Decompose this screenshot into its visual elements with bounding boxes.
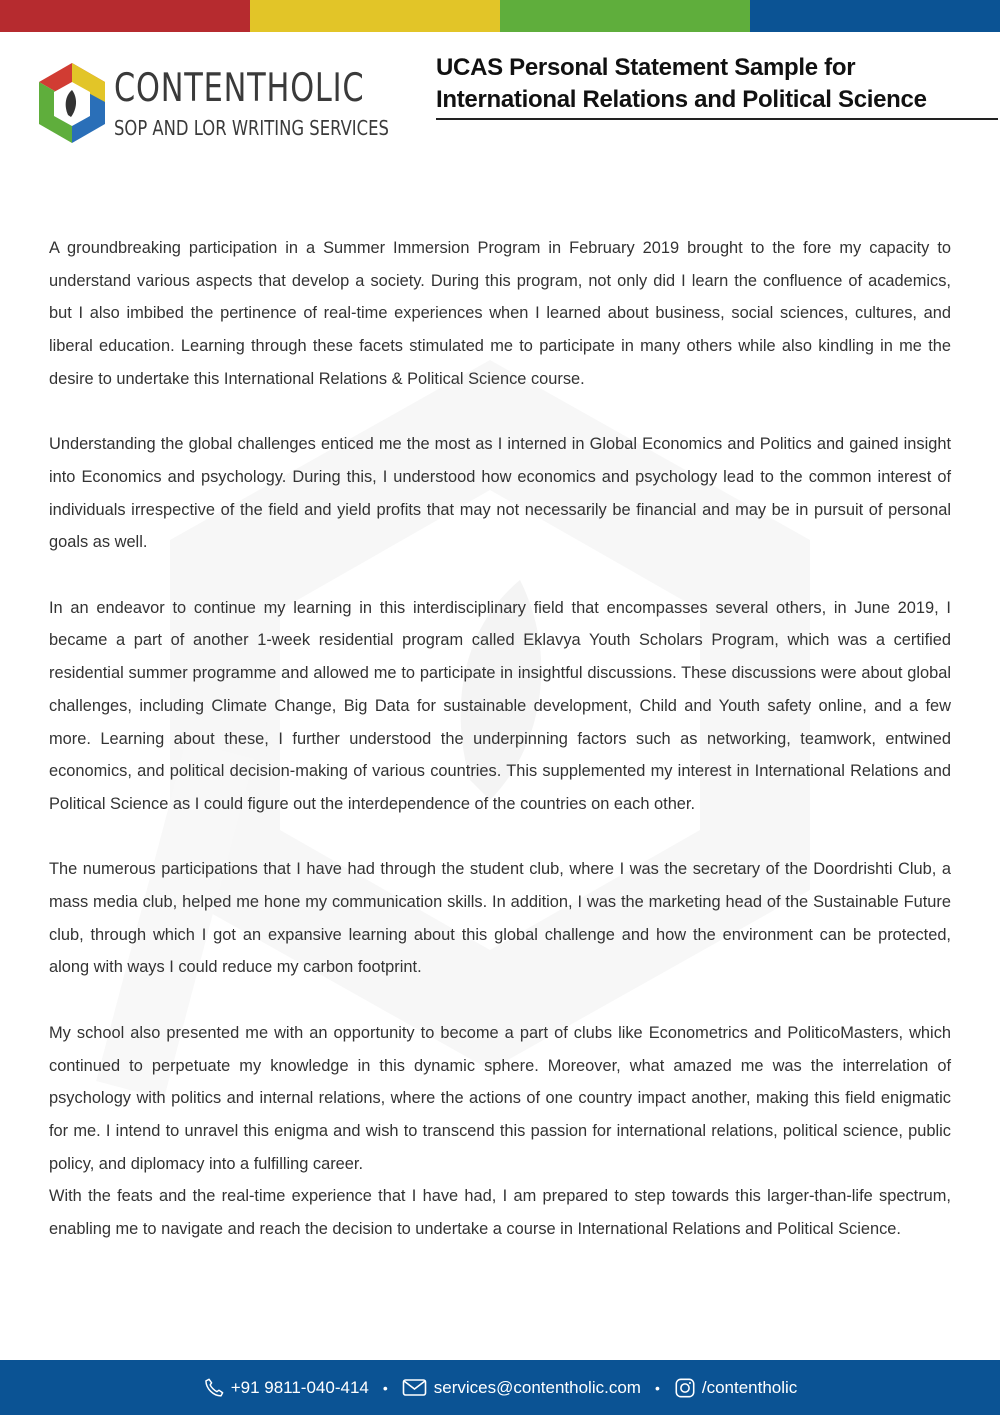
phone-number: +91 9811-040-414 <box>230 1377 369 1397</box>
brand-logo <box>34 60 389 150</box>
footer-phone[interactable] <box>203 1377 369 1399</box>
brand-name: CONTENTHOLIC <box>114 66 365 111</box>
top-stripe-yellow <box>250 0 500 32</box>
footer-social[interactable] <box>674 1377 797 1399</box>
paragraph-2: Understanding the global challenges enticed me the most as I interned in Global Economics and Politics and gained insight into Economics and psychology. During this, I understood how economics and psychology lead to the common interest of individuals irrespective of the field and yield profits that may not necessarily be financial and may be in pursuit of personal goals as well. <box>49 435 951 552</box>
brand-tagline: SOP AND LOR WRITING SERVICES <box>114 116 389 140</box>
phone-icon <box>203 1377 225 1399</box>
paragraph-6: With the feats and the real-time experience that I have had, I am prepared to step towards this larger-than-life spectrum, enabling me to navigate and reach the decision to undertake a course in International Relations and Political Science. <box>49 1187 951 1239</box>
email-address: services@contentholic.com <box>433 1377 641 1397</box>
paragraph-5: My school also presented me with an opportunity to become a part of clubs like Econometrics and PoliticoMasters, which continued to perpetuate my knowledge in this dynamic sphere. Moreover, what amazed me was the interrelation of psychology with politics and internal relations, where the actions of one country impact another, making this field enigmatic for me. I intend to unravel this enigma and wish to transcend this passion for international relations, political science, public policy, and diplomacy into a fulfilling career. <box>49 1023 951 1173</box>
paragraph-4: The numerous participations that I have had through the student club, where I was the secretary of the Doordrishti Club, a mass media club, helped me hone my communication skills. In addition, I was the marketing head of the Sustainable Future club, through which I got an expansive learning about this global challenge and how the environment can be protected, along with ways I could reduce my carbon footprint. <box>49 860 951 977</box>
quill-hexagon-logo-icon <box>34 60 110 146</box>
instagram-icon <box>674 1377 696 1399</box>
document-title: UCAS Personal Statement Sample for International Relations and Political Science <box>436 54 927 113</box>
top-stripe-green <box>500 0 750 32</box>
footer-email[interactable] <box>402 1378 641 1398</box>
title-underline <box>436 118 998 120</box>
paragraph-3: In an endeavor to continue my learning in this interdisciplinary field that encompasses several others, in June 2019, I became a part of another 1-week residential program called Eklavya Youth Scholars Program, which was a certified residential summer programme and allowed me to participate in insightful discussions. These discussions were about global challenges, including Climate Change, Big Data for sustainable development, Child and Youth safety online, and a few more. Learning about these, I further understood the underpinning factors such as networking, teamwork, entwined economics, and political decision-making of various countries. This supplemented my interest in International Relations and Political Science as I could figure out the interdependence of the countries on each other. <box>49 598 951 813</box>
statement-body <box>49 232 951 1246</box>
top-stripe-red <box>0 0 250 32</box>
footer-bar <box>0 1360 1000 1415</box>
social-handle: /contentholic <box>701 1377 798 1397</box>
mail-icon <box>402 1378 428 1398</box>
separator: • <box>654 1379 660 1396</box>
separator: • <box>382 1379 388 1396</box>
paragraph-1: A groundbreaking participation in a Summer Immersion Program in February 2019 brought to the fore my capacity to understand various aspects that develop a society. During this program, not only did I learn the confluence of academics, but I also imbibed the pertinence of real-time experiences when I learned about business, social sciences, cultures, and liberal education. Learning through these facets stimulated me to participate in many others while also kindling in me the desire to undertake this International Relations & Political Science course. <box>49 239 951 388</box>
top-stripe-blue <box>750 0 1000 32</box>
